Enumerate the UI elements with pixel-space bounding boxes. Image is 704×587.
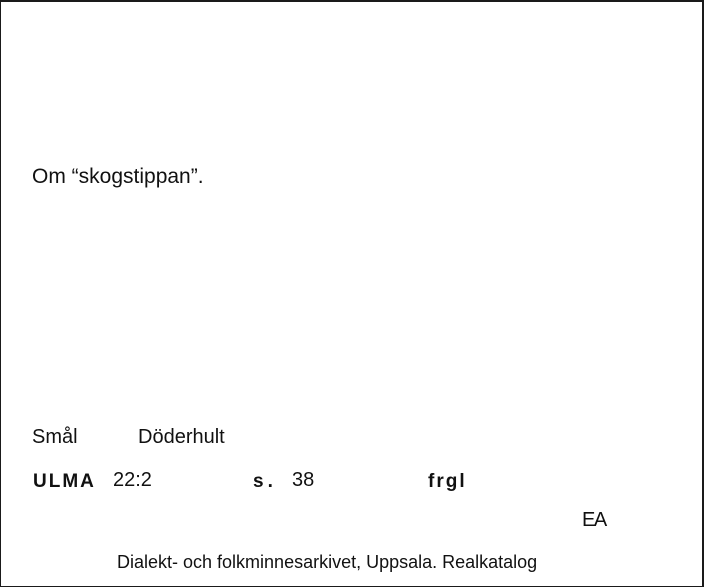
category-code: frgl (428, 471, 467, 492)
page-label: s. (253, 471, 277, 492)
page-number: 38 (292, 469, 315, 491)
archive-footer: Dialekt- och folkminnesarkivet, Uppsala. Realkatalog (117, 552, 538, 572)
card-title: Om “skogstippan”. (32, 165, 204, 188)
parish-label: Döderhult (138, 426, 225, 448)
recorder-initials: EA (582, 509, 606, 531)
volume-number: 22:2 (113, 469, 152, 491)
archive-code: ULMA (33, 471, 96, 492)
region-label: Smål (32, 426, 78, 448)
